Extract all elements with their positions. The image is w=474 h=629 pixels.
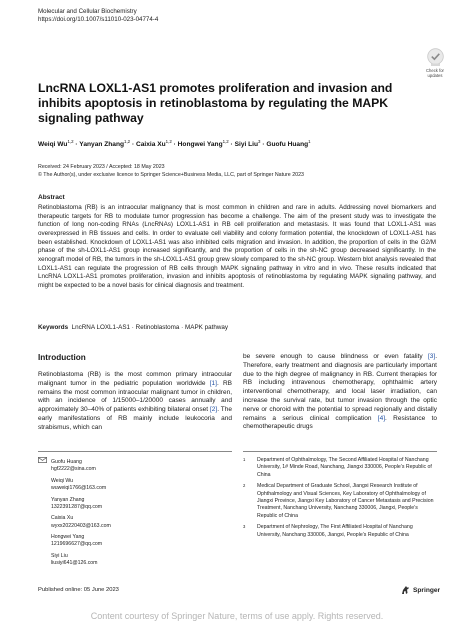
- contact-name: Weiqi Wu: [51, 477, 74, 484]
- published-online: Published online: 05 June 2023: [38, 587, 119, 593]
- affiliation-entry: [243, 483, 437, 519]
- contact-email[interactable]: hgf2222@sina.com: [51, 466, 96, 473]
- affiliation-number: 1: [243, 457, 246, 462]
- citation-link[interactable]: [1]: [209, 379, 217, 387]
- doi-link[interactable]: https://doi.org/10.1007/s11010-023-04774-4: [38, 16, 159, 23]
- author-affiliation-marker: 1,2: [124, 139, 131, 144]
- springer-logo: [401, 585, 440, 595]
- author-affiliation-marker: 1: [308, 139, 311, 144]
- affiliation-text: Medical Department of Graduate School, Jiangxi Research Institute of Ophthalmology and Visual Sciences, Key Laboratory of Ophthalmology of Jiangxi Province, Jiangxi Key Laboratory of Cancer Metastasis and Precision Treatment, Nanchang University, Nanchang 330006, Jiangxi, People’s Republic of China: [257, 483, 434, 519]
- check-badge-label: Check for updates: [426, 68, 444, 78]
- affiliation-entry: [243, 457, 437, 479]
- contact-email[interactable]: liusiyi641@126.com: [51, 560, 98, 567]
- keywords-items: LncRNA LOXL1-AS1 · Retinoblastoma · MAPK pathway: [71, 324, 229, 331]
- contact-name: Yanyan Zhang: [51, 496, 85, 503]
- contact-entry: [38, 553, 228, 568]
- contact-list: [38, 457, 228, 572]
- springer-horse-icon: [401, 585, 410, 595]
- contact-name: Guofu Huang: [38, 457, 228, 466]
- courtesy-notice: Content courtesy of Springer Nature, terms of use apply. Rights reserved.: [90, 611, 384, 621]
- author-separator: ·: [260, 141, 267, 148]
- author-separator: ·: [130, 141, 136, 148]
- contact-email[interactable]: wuweiqi1766@163.com: [51, 485, 107, 492]
- journal-name: Molecular and Cellular Biochemistry: [38, 8, 137, 15]
- citation-link[interactable]: [4]: [377, 414, 386, 422]
- affiliation-list: [243, 457, 437, 543]
- author-affiliation-marker: 1,2: [165, 139, 172, 144]
- envelope-icon: [38, 457, 47, 463]
- contact-name: Caixia Xu: [51, 515, 74, 522]
- author-name[interactable]: Siyi Liu: [234, 141, 259, 148]
- contact-name: Hongwei Yang: [51, 534, 85, 541]
- author-separator: ·: [73, 141, 80, 148]
- contact-email[interactable]: 1322391287@qq.com: [51, 503, 103, 510]
- affiliation-text: Department of Ophthalmology, The Second Affiliated Hospital of Nanchang University, 1# Minde Road, Nanchang, Jiangxi 330006, People’s Republic of China: [257, 457, 432, 478]
- article-dates: [38, 163, 304, 179]
- contact-entry: [38, 534, 228, 549]
- affiliation-number: 3: [243, 524, 246, 530]
- article-title: LncRNA LOXL1-AS1 promotes proliferation and invasion and inhibits apoptosis in retinoblastoma by regulating the MAPK signaling pathway: [38, 81, 393, 125]
- contact-name: Siyi Liu: [51, 552, 68, 559]
- abstract-text: Retinoblastoma (RB) is an intraocular malignancy that is most common in children and rare in adults. Addressing novel biomarkers and therapeutic targets for RB to modulate tumor progression has become a challenge. The aim of the present study was to investigate the function of long non-coding RNAs (LncRNAs) LOXL1-AS1 in RB cell proliferation and metastasis. It was found that LOXL1-AS1 was overexpressed in RB tissues and cells. In order to evaluate cell viability and colony formation potential, the knockdown of LOXL1-AS1 has been established. Knockdown of LOXL1-AS1 was also inhibited cells migration and invasion. In addition, the proportion of cells in the G2/M phase of the sh-LOXL1-AS1 group increased significantly, and the proportion of cells in the sh-NC group decreased significantly. In the xenograft model of RB, the tumors in the sh-LOXL1-AS1 group grew slowly compared to the sh-NC group. Western blot analysis revealed that LOXL1-AS1 can regulate the progression of RB cells through MAPK signaling pathway in vitro and in vivo. These results indicated that LncRNA LOXL1-AS1 promotes proliferation, invasion and inhibits apoptosis of retinoblastoma by regulating MAPK signaling pathway, and might be expected to be a novel basis for clinical diagnosis and treatment.: [38, 204, 436, 289]
- contact-entry: [38, 478, 228, 493]
- contact-entry: [38, 497, 228, 512]
- copyright-line: © The Author(s), under exclusive licence to Springer Science+Business Media, LLC, part of Springer Nature 2023: [38, 172, 304, 178]
- author-name[interactable]: Weiqi Wu: [38, 141, 68, 148]
- keywords-line: [38, 324, 228, 331]
- check-for-updates-icon: [427, 48, 444, 67]
- contact-email[interactable]: 1219696627@qq.com: [51, 541, 103, 548]
- springer-wordmark: Springer: [413, 586, 441, 594]
- affiliation-number: 2: [243, 483, 246, 489]
- citation-link[interactable]: [3]: [427, 353, 436, 360]
- author-name[interactable]: Caixia Xu: [135, 141, 166, 148]
- citation-link[interactable]: [2]: [209, 406, 218, 414]
- keywords-label: Keywords: [38, 324, 69, 331]
- journal-header: [38, 8, 158, 24]
- author-affiliation-marker: 1,2: [222, 139, 229, 144]
- author-affiliation-marker: 1,2: [67, 139, 74, 144]
- author-affiliation-marker: 3: [258, 139, 261, 144]
- introduction-heading: Introduction: [38, 353, 86, 362]
- author-list: [38, 139, 438, 148]
- contact-entry: [38, 515, 228, 530]
- footnote-divider: [243, 451, 437, 452]
- introduction-left-column: Retinoblastoma (RB) is the most common primary intraocular malignant tumor in the pediatric population worldwide [1]. RB remains the most common intraocular malignant tumor in children, with an incidence of 1/15000–1/20000 cases annually and approximately 30–40% of patients exhibiting bilateral onset [2]. The early manifestations of RB mainly include leukocoria and strabismus, which can: [38, 371, 232, 431]
- contact-email[interactable]: wyxx20220403@163.com: [51, 522, 111, 529]
- introduction-right-column: be severe enough to cause blindness or even fatality [3]. Therefore, early treatment and diagnosis are particularly important due to the high degree of malignancy in RB. Current therapies for RB including intravenous chemotherapy, ophthalmic artery interventional chemotherapy, and local laser irradiation, can increase the survival rate, but tumor invasion through the optic nerve or choroid with the potential to spread regionally and distally remains a serious clinical complication [4]. Resistance to chemotherapeutic drugs: [243, 353, 437, 431]
- author-separator: ·: [171, 141, 178, 148]
- footnote-divider: [38, 451, 232, 452]
- contact-entry: [38, 457, 228, 474]
- affiliation-entry: [243, 524, 437, 539]
- author-separator: ·: [228, 141, 235, 148]
- affiliation-text: Department of Nephrology, The First Affiliated Hospital of Nanchang University, Nanchang 330006, Jiangxi, People’s Republic of China: [257, 524, 413, 538]
- received-accepted-line: Received: 24 February 2023 / Accepted: 18 May 2023: [38, 164, 165, 170]
- check-for-updates-badge[interactable]: [420, 48, 450, 78]
- abstract-heading: Abstract: [38, 194, 65, 201]
- author-name[interactable]: Guofu Huang: [266, 141, 309, 148]
- author-name[interactable]: Yanyan Zhang: [79, 141, 124, 148]
- author-name[interactable]: Hongwei Yang: [177, 141, 223, 148]
